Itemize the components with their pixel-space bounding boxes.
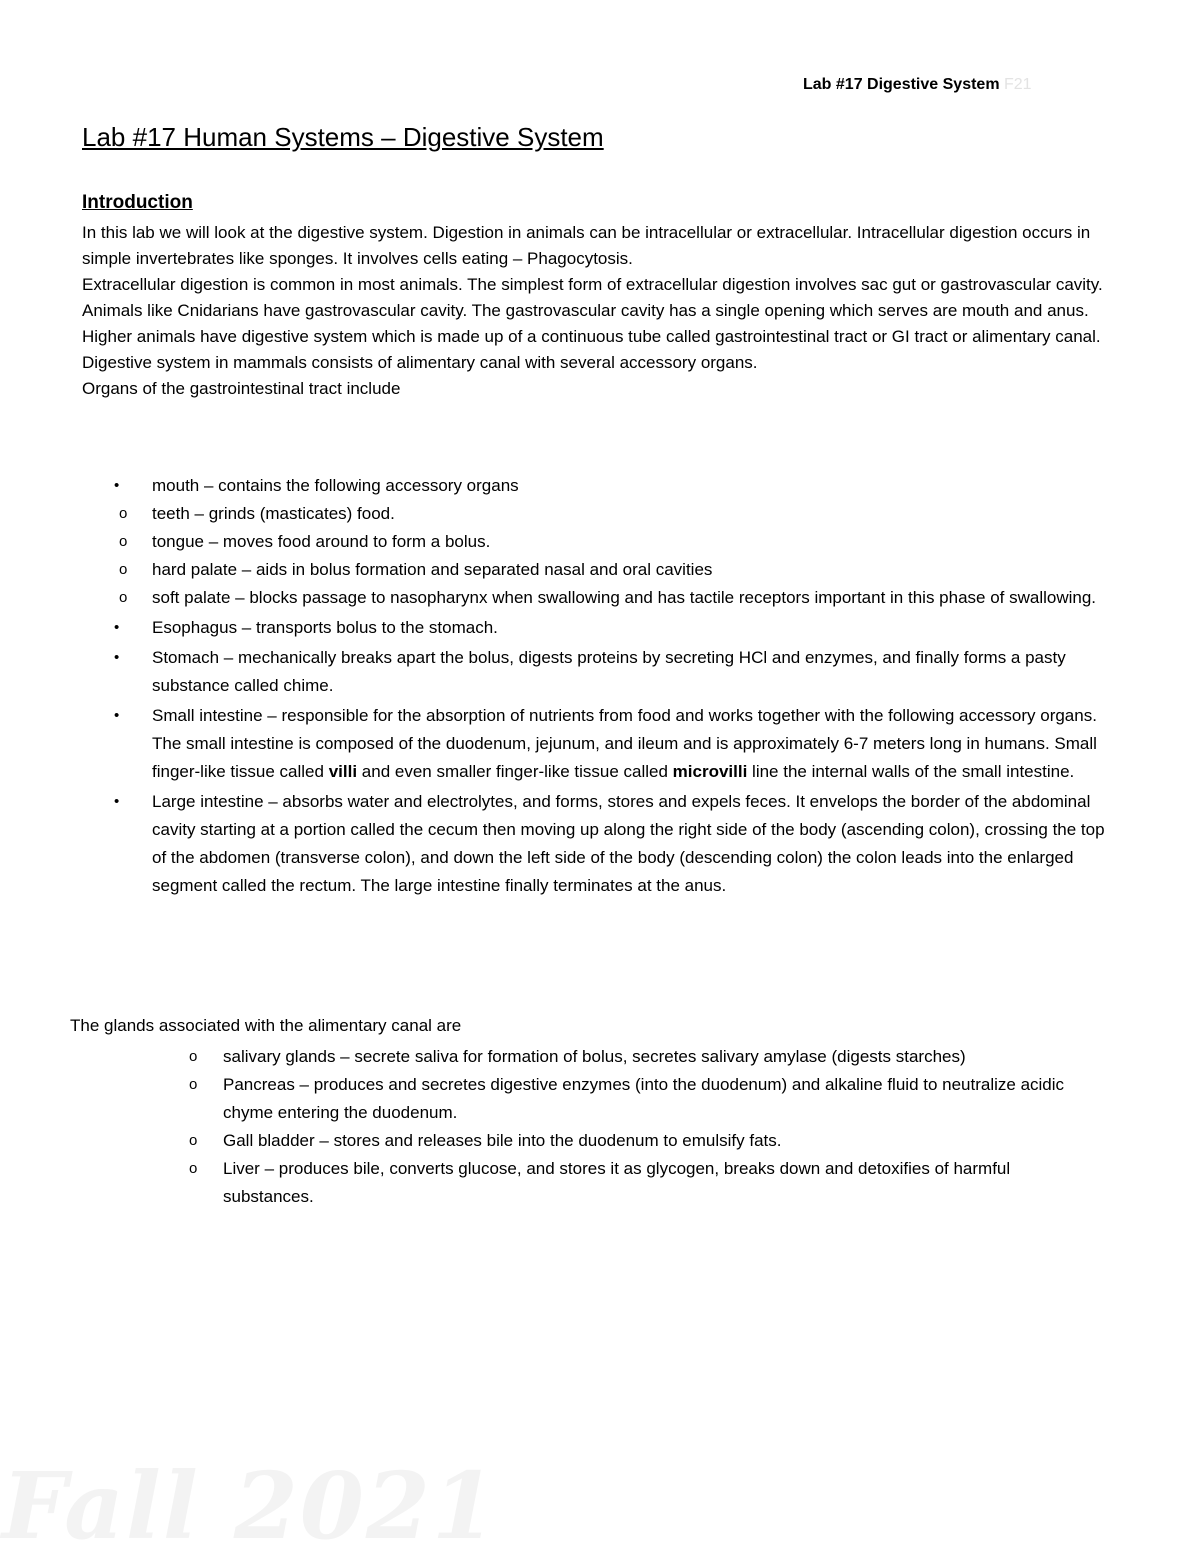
sub-item-text: soft palate – blocks passage to nasopharynx when swallowing and has tactile receptors important in this phase of swallowing. <box>152 588 1097 607</box>
organs-list <box>112 472 1122 902</box>
bullet-icon: • <box>114 649 120 666</box>
introduction-heading: Introduction <box>82 192 193 213</box>
bullet-icon: • <box>114 793 120 810</box>
gland-text: salivary glands – secrete saliva for formation of bolus, secretes salivary amylase (digests starches) <box>223 1047 966 1066</box>
intro-paragraph: Extracellular digestion is common in most animals. The simplest form of extracellular digestion involves sac gut or gastrovascular cavity. Animals like Cnidarians have gastrovascular cavity. The gastrovascular cavity has a single opening which serves are mouth and anus. <box>82 275 1103 320</box>
sub-item-text: tongue – moves food around to form a bolus. <box>152 532 491 551</box>
intro-paragraph: Organs of the gastrointestinal tract include <box>82 379 401 398</box>
small-intestine-text-2: and even smaller finger-like tissue called <box>357 762 673 781</box>
header-text: Lab #17 Digestive System <box>803 76 1000 93</box>
sub-item-text: teeth – grinds (masticates) food. <box>152 504 395 523</box>
introduction-body <box>82 220 1142 402</box>
sub-bullet-icon: o <box>189 1132 198 1149</box>
microvilli-term: microvilli <box>672 762 748 781</box>
intro-paragraph: Higher animals have digestive system which is made up of a continuous tube called gastrointestinal tract or GI tract or alimentary canal. <box>82 327 1101 346</box>
organ-item-stomach <box>112 644 1122 700</box>
sub-bullet-icon: o <box>119 533 128 550</box>
gland-item-salivary <box>185 1043 1105 1071</box>
gland-text: Liver – produces bile, converts glucose, and stores it as glycogen, breaks down and detoxifies of harmful substances. <box>223 1159 1011 1206</box>
bullet-icon: • <box>114 707 120 724</box>
small-intestine-text-3: line the internal walls of the small intestine. <box>747 762 1075 781</box>
gland-item-gall-bladder <box>185 1127 1105 1155</box>
organ-item-esophagus <box>112 614 1122 642</box>
small-intestine-text-1: Small intestine – responsible for the absorption of nutrients from food and works together with the following accessory organs. The small intestine is composed of the duodenum, jejunum, and ileum and is approximately 6-7 meters long in humans. Small finger-like tissue called <box>152 706 1097 781</box>
page-header <box>803 76 1032 94</box>
sub-bullet-icon: o <box>119 589 128 606</box>
sub-bullet-icon: o <box>189 1076 198 1093</box>
organ-text: mouth – contains the following accessory organs <box>152 476 519 495</box>
sub-item-teeth <box>81 500 1122 528</box>
sub-item-hard-palate <box>81 556 1122 584</box>
sub-item-text: hard palate – aids in bolus formation and separated nasal and oral cavities <box>152 560 713 579</box>
sub-bullet-icon: o <box>189 1160 198 1177</box>
organ-text: Stomach – mechanically breaks apart the bolus, digests proteins by secreting HCl and enzymes, and finally forms a pasty substance called chime. <box>152 648 1066 695</box>
sub-bullet-icon: o <box>189 1048 198 1065</box>
sub-bullet-icon: o <box>119 505 128 522</box>
gland-item-liver <box>185 1155 1105 1211</box>
villi-term: villi <box>328 762 358 781</box>
gland-item-pancreas <box>185 1071 1105 1127</box>
organ-item-mouth <box>112 472 1122 612</box>
bullet-icon: • <box>114 619 120 636</box>
organ-item-small-intestine <box>112 702 1122 786</box>
watermark: Fall 2021 <box>2 1452 498 1560</box>
glands-intro: The glands associated with the alimentary canal are <box>70 1016 462 1035</box>
sub-bullet-icon: o <box>119 561 128 578</box>
mouth-accessory-list <box>119 500 1122 612</box>
header-faint-label: F21 <box>1004 76 1032 93</box>
intro-paragraph: In this lab we will look at the digestive system. Digestion in animals can be intracellular or extracellular. Intracellular digestion occurs in simple invertebrates like sponges. It involves cells eating – Phagocytosis. <box>82 223 1091 268</box>
glands-list <box>185 1043 1105 1211</box>
document-title: Lab #17 Human Systems – Digestive System <box>82 122 604 152</box>
intro-paragraph: Digestive system in mammals consists of alimentary canal with several accessory organs. <box>82 353 758 372</box>
organ-item-large-intestine <box>112 788 1122 900</box>
organ-text: Esophagus – transports bolus to the stomach. <box>152 618 498 637</box>
sub-item-tongue <box>81 528 1122 556</box>
gland-text: Gall bladder – stores and releases bile into the duodenum to emulsify fats. <box>223 1131 782 1150</box>
organ-text: Large intestine – absorbs water and electrolytes, and forms, stores and expels feces. It envelops the border of the abdominal cavity starting at a portion called the cecum then moving up along the right side of the body (ascending colon), crossing the top of the abdomen (transverse colon), and down the left side of the body (descending colon) the colon leads into the enlarged segment called the rectum. The large intestine finally terminates at the anus. <box>152 792 1105 895</box>
bullet-icon: • <box>114 477 120 494</box>
organ-text <box>152 706 1097 781</box>
sub-item-soft-palate <box>81 584 1122 612</box>
gland-text: Pancreas – produces and secretes digestive enzymes (into the duodenum) and alkaline fluid to neutralize acidic chyme entering the duodenum. <box>223 1075 1065 1122</box>
